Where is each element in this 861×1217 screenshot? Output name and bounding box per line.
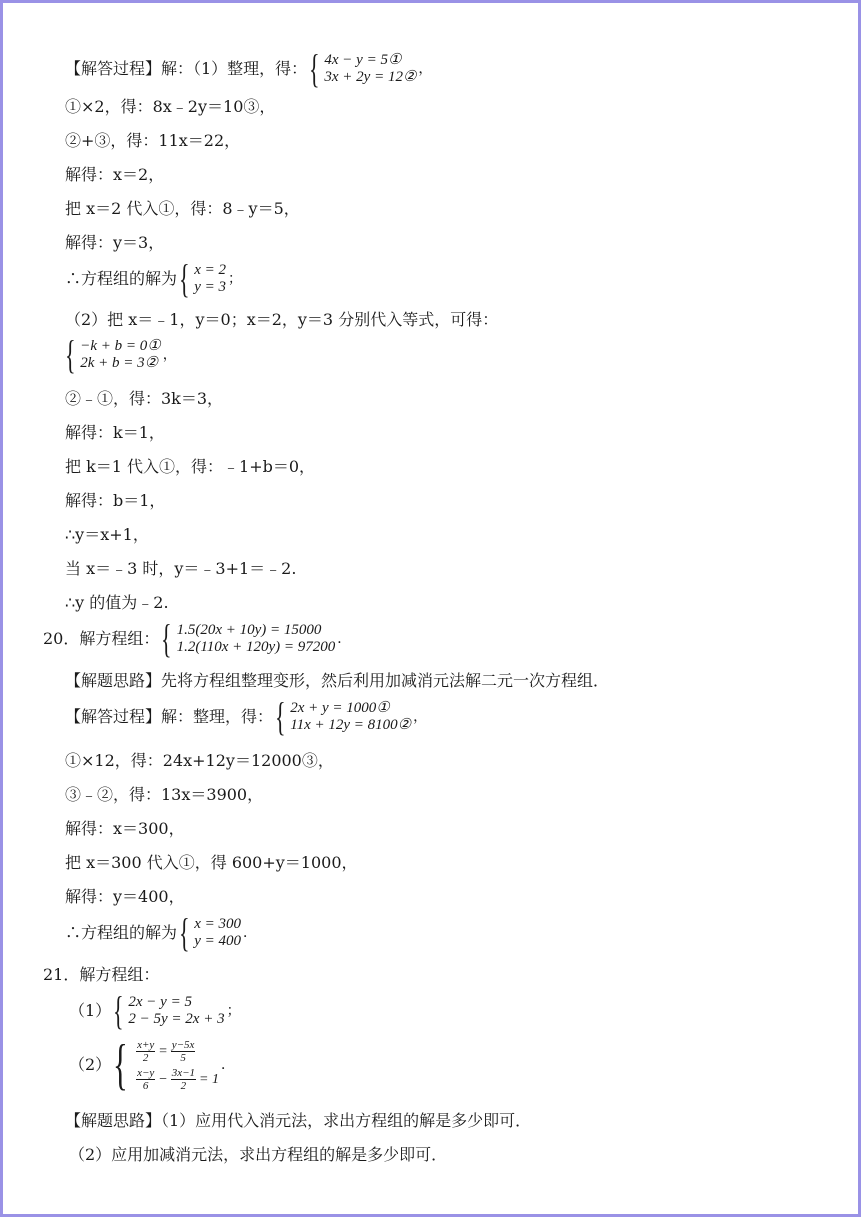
text-line: 解得：b＝1， bbox=[65, 491, 166, 510]
text-line: （2）把 x＝﹣1，y＝0；x＝2，y＝3 分别代入等式，可得： bbox=[65, 310, 499, 329]
solution-idea: （2）应用加减消元法，求出方程组的解是多少即可． bbox=[69, 1145, 448, 1164]
question-21-part-2 bbox=[69, 1034, 235, 1096]
answer-line bbox=[65, 256, 242, 301]
question-20 bbox=[43, 616, 352, 661]
fraction: $\frac{x+y}{2}$ bbox=[137, 1038, 155, 1064]
equation-row: y = 400 bbox=[194, 933, 241, 949]
solution-process-prefix: 【解答过程】解：整理，得： bbox=[65, 707, 274, 726]
fraction: $\frac{3x-1}{2}$ bbox=[171, 1066, 196, 1092]
equation-system-line bbox=[63, 332, 177, 377]
equation-system: { x = 300 y = 400 ． bbox=[179, 910, 257, 955]
equation-row: 1.5(20x + 10y) = 15000 bbox=[176, 622, 322, 638]
equation-system: { $\frac{x+y}{2}$ = $\frac{y-5x}{5}$ $\frac{x-y}{6}$ − $\frac{3x-1}{2}$ = 1 ． bbox=[113, 1034, 235, 1096]
solution-process-line bbox=[65, 694, 428, 739]
solution-idea: 【解题思路】先将方程组整理变形，然后利用加减消元法解二元一次方程组． bbox=[65, 671, 610, 690]
equation-row: −k + b = 0① bbox=[80, 338, 161, 354]
text-line: 解得：y＝400， bbox=[65, 887, 185, 906]
solution-process-line bbox=[65, 46, 433, 91]
equation-system: { 4x − y = 5① 3x + 2y = 12② ， bbox=[309, 46, 433, 91]
answer-prefix: ∴方程组的解为 bbox=[65, 269, 178, 288]
equation-system: { 2x − y = 5 2 − 5y = 2x + 3 ； bbox=[113, 988, 241, 1033]
equation-row: 2x + y = 1000① bbox=[290, 700, 390, 716]
text-line: ①×2，得：8x﹣2y＝10③， bbox=[65, 97, 276, 116]
equation-row: 11x + 12y = 8100② bbox=[290, 717, 412, 733]
question-21-title: 21．解方程组： bbox=[43, 965, 160, 984]
question-21-part-1 bbox=[69, 988, 241, 1033]
fraction: $\frac{y-5x}{5}$ bbox=[171, 1038, 195, 1064]
text-line: ∴y＝x+1， bbox=[65, 525, 149, 544]
text-line: 把 k＝1 代入①，得：﹣1+b＝0， bbox=[65, 457, 316, 476]
equation-row: y = 3 bbox=[194, 279, 226, 295]
equation-row: 1.2(110x + 120y) = 97200 bbox=[176, 639, 336, 655]
equation-row: $\frac{x+y}{2}$ = $\frac{y-5x}{5}$ bbox=[137, 1038, 195, 1064]
solution-idea: 【解题思路】（1）应用代入消元法，求出方程组的解是多少即可． bbox=[65, 1111, 532, 1130]
fraction: $\frac{x-y}{6}$ bbox=[137, 1066, 155, 1092]
text-line: 解得：y＝3， bbox=[65, 233, 165, 252]
equation-row: 2 − 5y = 2x + 3 bbox=[128, 1011, 225, 1027]
equation-row: 3x + 2y = 12② bbox=[324, 69, 417, 85]
equation-row: 2x − y = 5 bbox=[128, 994, 192, 1010]
text-line: 解得：x＝300， bbox=[65, 819, 185, 838]
equation-system: { 2x + y = 1000① 11x + 12y = 8100② ， bbox=[275, 694, 428, 739]
answer-prefix: ∴方程组的解为 bbox=[65, 923, 178, 942]
equation-system: { −k + b = 0① 2k + b = 3② ， bbox=[65, 332, 177, 377]
part-label: （1） bbox=[69, 1001, 112, 1020]
equation-row: $\frac{x-y}{6}$ − $\frac{3x-1}{2}$ = 1 bbox=[137, 1066, 219, 1092]
equation-row: 4x − y = 5① bbox=[324, 52, 402, 68]
equation-system: { x = 2 y = 3 ； bbox=[179, 256, 242, 301]
text-line: ③﹣②，得：13x＝3900， bbox=[65, 785, 264, 804]
text-line: 把 x＝300 代入①，得 600+y＝1000， bbox=[65, 853, 358, 872]
equation-row: x = 2 bbox=[194, 262, 226, 278]
answer-line bbox=[65, 910, 257, 955]
text-line: 把 x＝2 代入①，得：8﹣y＝5， bbox=[65, 199, 300, 218]
text-line: ①×12，得：24x+12y＝12000③， bbox=[65, 751, 334, 770]
equation-row: x = 300 bbox=[194, 916, 241, 932]
text-line: ∴y 的值为﹣2. bbox=[65, 593, 169, 612]
text-line: 解得：k＝1， bbox=[65, 423, 165, 442]
equation-row: 2k + b = 3② bbox=[80, 355, 159, 371]
question-20-title: 20．解方程组： bbox=[43, 629, 160, 648]
text-line: ②+③，得：11x＝22， bbox=[65, 131, 241, 150]
equation-system: { 1.5(20x + 10y) = 15000 1.2(110x + 120y) = 97200 ． bbox=[161, 616, 352, 661]
solution-process-prefix: 【解答过程】解：（1）整理，得： bbox=[65, 59, 308, 78]
text-line: 当 x＝﹣3 时，y＝﹣3+1＝﹣2. bbox=[65, 559, 297, 578]
text-line: ②﹣①，得：3k＝3， bbox=[65, 389, 224, 408]
text-line: 解得：x＝2， bbox=[65, 165, 165, 184]
part-label: （2） bbox=[69, 1055, 112, 1074]
